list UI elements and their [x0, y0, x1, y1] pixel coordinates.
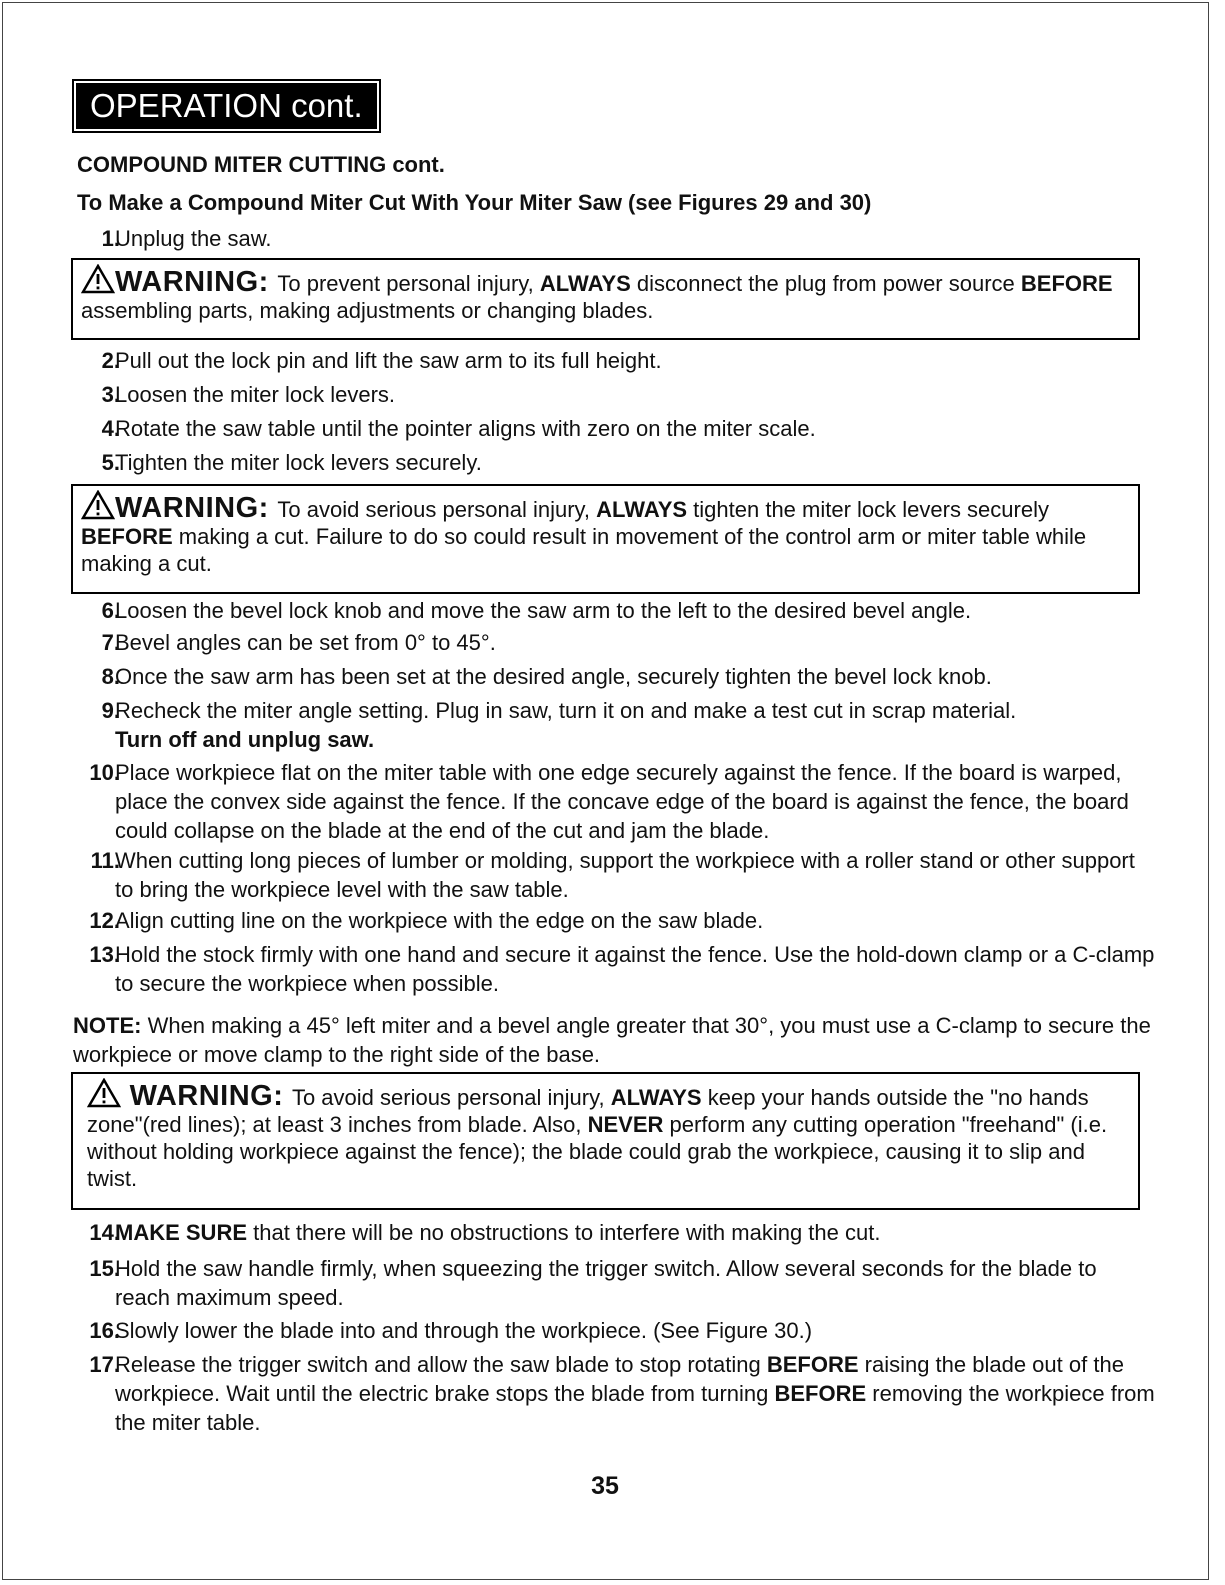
warning-label: WARNING: [129, 1080, 284, 1112]
step-number: 4. [101, 416, 120, 441]
step-number: 6. [101, 598, 120, 623]
step-text: Slowly lower the blade into and through the workpiece. (See Figure 30.) [115, 1318, 813, 1343]
step-text: Recheck the miter angle setting. Plug in saw, turn it on and make a test cut in scrap material. [115, 698, 1017, 723]
warning-text: keep your hands outside the "no hands zone"(red lines); at least 3 inches from blade. Also, [87, 1085, 1089, 1137]
warning-box-1 [71, 258, 1140, 340]
step-number: 10. [89, 760, 120, 785]
sub-heading: To Make a Compound Miter Cut With Your Miter Saw (see Figures 29 and 30) [77, 190, 872, 215]
step-number: 13. [89, 942, 120, 967]
step-text: Align cutting line on the workpiece with the edge on the saw blade. [115, 908, 764, 933]
step-emphasis: BEFORE [774, 1381, 867, 1406]
step-text: Bevel angles can be set from 0° to 45°. [115, 630, 496, 655]
warning-heading [81, 492, 277, 524]
step-number: 9. [101, 698, 120, 723]
section-banner: OPERATION cont. [72, 79, 381, 133]
step-text: Tighten the miter lock levers securely. [115, 450, 482, 475]
step-emphasis: MAKE SURE [115, 1220, 248, 1245]
step-text: Place workpiece flat on the miter table with one edge securely against the fence. If the board is warped, place the convex side against the fence. If the concave edge of the board is against the fence, the board could collapse on the blade at the end of the cut and jam the blade. [115, 760, 1129, 843]
warning-emphasis: NEVER [587, 1112, 664, 1137]
warning-text: perform any cutting operation "freehand" (i.e. without holding workpiece against the fence); the blade could grab the workpiece, causing it to slip and twist. [87, 1112, 1108, 1191]
warning-text: To prevent personal injury, [277, 271, 540, 296]
step-number: 8. [101, 664, 120, 689]
warning-triangle-icon [81, 264, 115, 294]
note-paragraph [73, 1011, 1153, 1069]
warning-emphasis: ALWAYS [596, 497, 688, 522]
step-text: raising the blade out of the workpiece. Wait until the electric brake stops the blade from turning [115, 1352, 1124, 1406]
step-text: When cutting long pieces of lumber or molding, support the workpiece with a roller stand or other support to bring the workpiece level with the saw table. [115, 848, 1135, 902]
warning-text: disconnect the plug from power source [630, 271, 1021, 296]
warning-text: assembling parts, making adjustments or changing blades. [81, 298, 654, 323]
step-number: 2. [101, 348, 120, 373]
step-number: 12. [89, 908, 120, 933]
page-number: 35 [591, 1472, 619, 1500]
step-text: Once the saw arm has been set at the desired angle, securely tighten the bevel lock knob. [115, 664, 992, 689]
warning-emphasis: BEFORE [1020, 271, 1113, 296]
step-number: 15. [89, 1256, 120, 1281]
warning-box-2 [71, 484, 1140, 594]
warning-triangle-icon [81, 490, 115, 520]
step-text: Loosen the miter lock levers. [115, 382, 396, 407]
step-number: 14. [89, 1220, 120, 1245]
warning-text: making a cut. Failure to do so could result in movement of the control arm or miter table while making a cut. [81, 524, 1087, 576]
step-text: that there will be no obstructions to interfere with making the cut. [247, 1220, 881, 1245]
step-number: 11. [90, 848, 120, 873]
step-number: 3. [101, 382, 120, 407]
step-number: 7. [101, 630, 120, 655]
step-emphasis: BEFORE [766, 1352, 859, 1377]
step-text: Unplug the saw. [115, 226, 272, 251]
warning-heading [81, 266, 277, 298]
warning-emphasis: ALWAYS [539, 271, 631, 296]
step-number: 17. [89, 1352, 120, 1377]
warning-text: tighten the miter lock levers securely [687, 497, 1049, 522]
step-emphasis: Turn off and unplug saw. [115, 727, 375, 752]
step-text: removing the workpiece from the miter table. [115, 1381, 1155, 1435]
warning-heading [87, 1080, 292, 1112]
warning-text: To avoid serious personal injury, [291, 1085, 611, 1110]
step-text: Release the trigger switch and allow the saw blade to stop rotating [115, 1352, 767, 1377]
warning-triangle-icon [87, 1078, 121, 1108]
step-text: Hold the stock firmly with one hand and secure it against the fence. Use the hold-down clamp or a C-clamp to secure the workpiece when possible. [115, 942, 1155, 996]
warning-label: WARNING: [115, 266, 269, 298]
step-text: Hold the saw handle firmly, when squeezing the trigger switch. Allow several seconds for the blade to reach maximum speed. [115, 1256, 1097, 1310]
warning-box-3 [71, 1072, 1140, 1210]
step-number: 1. [101, 226, 120, 251]
warning-emphasis: BEFORE [81, 524, 173, 549]
warning-label: WARNING: [115, 492, 269, 524]
section-heading: COMPOUND MITER CUTTING cont. [77, 152, 445, 177]
step-number: 5. [101, 450, 120, 475]
warning-text: To avoid serious personal injury, [277, 497, 597, 522]
step-number: 16. [89, 1318, 120, 1343]
step-text: Loosen the bevel lock knob and move the saw arm to the left to the desired bevel angle. [115, 598, 972, 623]
warning-emphasis: ALWAYS [610, 1085, 702, 1110]
step-text: Rotate the saw table until the pointer aligns with zero on the miter scale. [115, 416, 816, 441]
note-text: When making a 45° left miter and a bevel angle greater that 30°, you must use a C-clamp to secure the workpiece or move clamp to the right side of the base. [73, 1013, 1151, 1067]
note-label: NOTE: [73, 1013, 142, 1038]
step-text: Pull out the lock pin and lift the saw arm to its full height. [115, 348, 662, 373]
